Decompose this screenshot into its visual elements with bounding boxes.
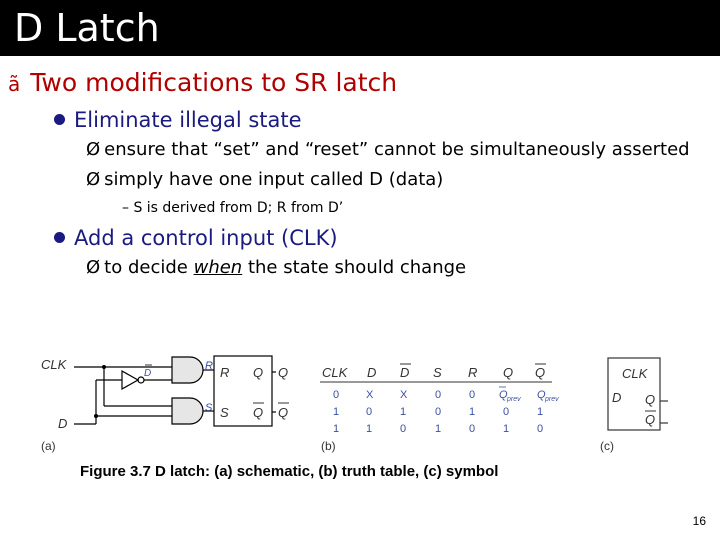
tt-cell: 0 [503, 406, 510, 418]
tt-cell: 1 [469, 406, 476, 418]
latch-q-label: Q [253, 365, 264, 380]
tt-cell: 0 [333, 389, 340, 401]
latch-r-label: R [220, 365, 230, 380]
tt-header-dbar: D [400, 365, 410, 380]
tt-cell-sub: prev [507, 396, 521, 403]
tt-header-d: D [367, 365, 377, 380]
tt-cell: Q [499, 389, 508, 401]
tt-header-r: R [468, 365, 478, 380]
tt-cell: 1 [366, 423, 373, 435]
tt-cell: 0 [537, 423, 544, 435]
s-wire-label: S [205, 402, 213, 414]
latch-qbar-label: Q [253, 405, 264, 420]
figure-c-label: (c) [600, 439, 614, 453]
truth-table [322, 365, 545, 380]
symbol-qbar-label: Q [645, 412, 656, 427]
arrow-bullet-icon: Ø [86, 169, 101, 190]
note-derived: – S is derived from D; R from D’ [122, 200, 344, 216]
arrow-bullet-icon: Ø [86, 257, 101, 278]
tt-cell-sub: prev [545, 396, 559, 403]
and-gate-bottom-icon [172, 398, 203, 424]
dbar-label: D [144, 368, 152, 379]
figure-caption: Figure 3.7 D latch: (a) schematic, (b) truth table, (c) symbol [80, 463, 499, 480]
d-label: D [58, 416, 68, 431]
symbol-d-label: D [612, 390, 622, 405]
tt-cell: 1 [435, 423, 442, 435]
figure-a-label: (a) [41, 439, 56, 453]
tt-cell: 0 [469, 423, 476, 435]
item-one-input: Ø simply have one input called D (data) [86, 169, 444, 190]
sub-bullet-clk: Add a control input (CLK) [54, 225, 338, 251]
sub-bullet-illegal: Eliminate illegal state [54, 107, 302, 133]
slide-title: D Latch [14, 6, 160, 50]
tt-header-q: Q [503, 365, 514, 380]
tt-cell: 0 [366, 406, 373, 418]
tt-header-s: S [433, 365, 442, 380]
figure-b-label: (b) [321, 439, 336, 453]
latch-symbol [600, 358, 668, 453]
tt-cell: Q [537, 389, 546, 401]
tt-cell: 1 [333, 423, 340, 435]
out-qbar-label: Q [278, 405, 289, 420]
tt-cell: 0 [435, 406, 442, 418]
tt-header-qbar: Q [535, 365, 546, 380]
tt-cell: X [400, 389, 408, 401]
item-ensure: Ø ensure that “set” and “reset” cannot be simultaneously asserted [86, 139, 690, 160]
inverter-icon [122, 371, 138, 389]
tt-cell: 1 [537, 406, 544, 418]
item-when: Ø to decide when the state should change [86, 257, 467, 278]
and-gate-top-icon [172, 357, 203, 383]
tt-cell: 1 [400, 406, 407, 418]
arrow-bullet-icon: Ø [86, 139, 101, 160]
clk-label: CLK [41, 357, 67, 372]
tt-cell: 0 [469, 389, 476, 401]
truth-table-rows [333, 389, 559, 435]
out-q-label: Q [278, 365, 289, 380]
tt-cell: 1 [333, 406, 340, 418]
tt-cell: 0 [435, 389, 442, 401]
tt-cell: X [366, 389, 374, 401]
page-number: 16 [692, 514, 706, 528]
bullet-text: Two modifications to SR latch [30, 68, 398, 97]
symbol-q-label: Q [645, 392, 656, 407]
tt-cell: 1 [503, 423, 510, 435]
tt-cell: 0 [400, 423, 407, 435]
symbol-clk-label: CLK [622, 366, 648, 381]
bullet-glyph: ã [8, 72, 21, 96]
tt-header-clk: CLK [322, 365, 348, 380]
r-wire-label: R [205, 360, 213, 372]
latch-s-label: S [220, 405, 229, 420]
